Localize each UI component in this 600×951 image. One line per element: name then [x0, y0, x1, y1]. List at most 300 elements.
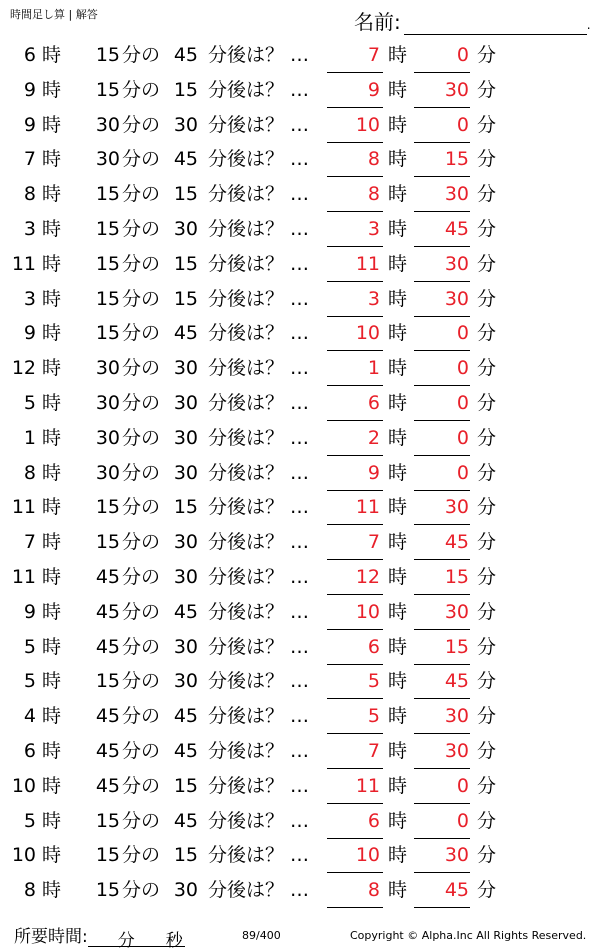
minutes-after-label: 分後は？ … — [208, 217, 310, 240]
answer-minute: 0 — [456, 357, 469, 380]
worksheet-title: 時間足し算 | 解答 — [10, 8, 98, 21]
minutes-after-label: 分後は？ … — [208, 565, 310, 588]
answer-hour-label: 時 — [388, 252, 408, 275]
added-minutes: 45 — [173, 148, 198, 171]
minutes-after-label: 分後は？ … — [208, 183, 310, 206]
added-minutes: 30 — [173, 670, 198, 693]
answer-minute: 0 — [456, 426, 469, 449]
second-unit: 秒 — [165, 931, 183, 951]
hour-label: 時 — [42, 531, 62, 554]
added-minutes: 15 — [173, 844, 198, 867]
start-hour: 4 — [23, 705, 36, 728]
added-minutes: 30 — [173, 426, 198, 449]
start-hour: 8 — [23, 879, 36, 902]
problem-row — [0, 75, 600, 110]
answer-hour-blank — [327, 907, 383, 908]
minute-of-label: 分の — [122, 426, 161, 449]
minutes-after-label: 分後は？ … — [208, 635, 310, 658]
hour-label: 時 — [42, 635, 62, 658]
answer-hour-blank — [327, 872, 383, 873]
start-minute: 30 — [95, 113, 120, 136]
start-hour: 9 — [23, 322, 36, 345]
answer-hour-blank — [327, 838, 383, 839]
answer-hour-label: 時 — [388, 322, 408, 345]
answer-minute-label: 分 — [477, 217, 497, 240]
answer-hour-label: 時 — [388, 600, 408, 623]
answer-minute-label: 分 — [477, 844, 497, 867]
start-minute: 15 — [95, 217, 120, 240]
answer-minute-blank — [414, 107, 470, 108]
hour-label: 時 — [42, 496, 62, 519]
answer-hour: 10 — [355, 844, 380, 867]
answer-minute: 45 — [444, 670, 469, 693]
start-hour: 1 — [23, 426, 36, 449]
hour-label: 時 — [42, 565, 62, 588]
answer-hour-label: 時 — [388, 496, 408, 519]
answer-hour: 11 — [355, 496, 380, 519]
name-blank-line — [404, 14, 587, 35]
problem-row — [0, 840, 600, 875]
start-hour: 7 — [23, 531, 36, 554]
answer-minute-blank — [414, 733, 470, 734]
minutes-after-label: 分後は？ … — [208, 44, 310, 66]
start-minute: 15 — [95, 183, 120, 206]
answer-minute-label: 分 — [477, 774, 497, 797]
answer-hour-label: 時 — [388, 809, 408, 832]
answer-minute-blank — [414, 907, 470, 908]
answer-minute-label: 分 — [477, 879, 497, 902]
minutes-after-label: 分後は？ … — [208, 844, 310, 867]
page-number: 89/400 — [242, 929, 281, 942]
answer-hour-blank — [327, 733, 383, 734]
answer-hour: 6 — [367, 391, 380, 414]
minute-of-label: 分の — [122, 148, 161, 171]
answer-minute: 30 — [444, 287, 469, 310]
minutes-after-label: 分後は？ … — [208, 879, 310, 902]
answer-minute-label: 分 — [477, 183, 497, 206]
start-minute: 30 — [95, 461, 120, 484]
hour-label: 時 — [42, 809, 62, 832]
added-minutes: 45 — [173, 809, 198, 832]
answer-minute-blank — [414, 72, 470, 73]
start-hour: 10 — [11, 774, 36, 797]
added-minutes: 45 — [173, 739, 198, 762]
answer-minute: 0 — [456, 809, 469, 832]
start-minute: 30 — [95, 357, 120, 380]
start-hour: 5 — [23, 809, 36, 832]
start-minute: 45 — [95, 635, 120, 658]
minute-of-label: 分の — [122, 844, 161, 867]
minute-of-label: 分の — [122, 252, 161, 275]
answer-hour-blank — [327, 803, 383, 804]
minute-of-label: 分の — [122, 217, 161, 240]
problem-row — [0, 806, 600, 841]
minute-of-label: 分の — [122, 322, 161, 345]
start-hour: 5 — [23, 670, 36, 693]
elapsed-time-field — [14, 922, 185, 951]
start-minute: 15 — [95, 879, 120, 902]
start-hour: 8 — [23, 183, 36, 206]
minutes-after-label: 分後は？ … — [208, 426, 310, 449]
answer-hour: 10 — [355, 600, 380, 623]
answer-hour-blank — [327, 420, 383, 421]
minute-unit: 分 — [117, 931, 135, 951]
answer-minute-label: 分 — [477, 635, 497, 658]
answer-hour-label: 時 — [388, 44, 408, 66]
hour-label: 時 — [42, 774, 62, 797]
answer-hour-blank — [327, 455, 383, 456]
start-hour: 11 — [11, 252, 36, 275]
answer-hour-label: 時 — [388, 461, 408, 484]
minute-of-label: 分の — [122, 461, 161, 484]
start-minute: 15 — [95, 287, 120, 310]
minutes-after-label: 分後は？ … — [208, 357, 310, 380]
answer-minute-blank — [414, 490, 470, 491]
start-minute: 15 — [95, 496, 120, 519]
answer-minute-blank — [414, 350, 470, 351]
name-label: 名前: — [354, 10, 401, 34]
answer-hour-blank — [327, 107, 383, 108]
answer-hour: 8 — [367, 183, 380, 206]
minute-of-label: 分の — [122, 391, 161, 414]
hour-label: 時 — [42, 113, 62, 136]
answer-minute-label: 分 — [477, 78, 497, 101]
answer-hour-label: 時 — [388, 670, 408, 693]
problem-row — [0, 284, 600, 319]
answer-minute-label: 分 — [477, 565, 497, 588]
start-minute: 45 — [95, 774, 120, 797]
added-minutes: 15 — [173, 78, 198, 101]
hour-label: 時 — [42, 739, 62, 762]
minutes-after-label: 分後は？ … — [208, 78, 310, 101]
answer-hour: 6 — [367, 635, 380, 658]
answer-minute-blank — [414, 664, 470, 665]
problem-row — [0, 562, 600, 597]
answer-hour-blank — [327, 524, 383, 525]
answer-hour-blank — [327, 698, 383, 699]
hour-label: 時 — [42, 252, 62, 275]
answer-minute: 15 — [444, 635, 469, 658]
start-hour: 9 — [23, 600, 36, 623]
minute-of-label: 分の — [122, 78, 161, 101]
minutes-after-label: 分後は？ … — [208, 148, 310, 171]
hour-label: 時 — [42, 426, 62, 449]
answer-hour-blank — [327, 176, 383, 177]
hour-label: 時 — [42, 44, 62, 66]
answer-hour-label: 時 — [388, 774, 408, 797]
minute-of-label: 分の — [122, 113, 161, 136]
answer-minute-blank — [414, 524, 470, 525]
added-minutes: 30 — [173, 113, 198, 136]
problem-row — [0, 492, 600, 527]
minutes-after-label: 分後は？ … — [208, 391, 310, 414]
answer-hour: 7 — [367, 44, 380, 66]
minutes-after-label: 分後は？ … — [208, 531, 310, 554]
answer-hour: 2 — [367, 426, 380, 449]
answer-minute-label: 分 — [477, 252, 497, 275]
answer-hour-blank — [327, 559, 383, 560]
minutes-after-label: 分後は？ … — [208, 496, 310, 519]
added-minutes: 15 — [173, 183, 198, 206]
problem-row — [0, 40, 600, 75]
answer-minute: 0 — [456, 461, 469, 484]
answer-minute-label: 分 — [477, 809, 497, 832]
hour-label: 時 — [42, 461, 62, 484]
name-end-mark: . — [586, 18, 591, 32]
hour-label: 時 — [42, 148, 62, 171]
start-minute: 15 — [95, 322, 120, 345]
start-minute: 45 — [95, 739, 120, 762]
hour-label: 時 — [42, 322, 62, 345]
answer-minute-blank — [414, 176, 470, 177]
problem-row — [0, 597, 600, 632]
answer-minute: 15 — [444, 565, 469, 588]
answer-minute-label: 分 — [477, 705, 497, 728]
minute-of-label: 分の — [122, 357, 161, 380]
added-minutes: 30 — [173, 461, 198, 484]
answer-minute-blank — [414, 281, 470, 282]
answer-hour-label: 時 — [388, 565, 408, 588]
answer-hour-label: 時 — [388, 287, 408, 310]
start-minute: 15 — [95, 78, 120, 101]
answer-minute: 0 — [456, 322, 469, 345]
start-hour: 6 — [23, 739, 36, 762]
answer-minute: 45 — [444, 531, 469, 554]
answer-hour: 8 — [367, 879, 380, 902]
added-minutes: 30 — [173, 357, 198, 380]
answer-hour-label: 時 — [388, 879, 408, 902]
answer-minute-blank — [414, 872, 470, 873]
minute-of-label: 分の — [122, 600, 161, 623]
answer-hour-blank — [327, 594, 383, 595]
hour-label: 時 — [42, 357, 62, 380]
answer-minute: 30 — [444, 844, 469, 867]
answer-minute-label: 分 — [477, 531, 497, 554]
answer-hour-blank — [327, 768, 383, 769]
answer-minute-blank — [414, 316, 470, 317]
answer-minute-label: 分 — [477, 461, 497, 484]
answer-hour-label: 時 — [388, 113, 408, 136]
answer-hour-blank — [327, 316, 383, 317]
start-hour: 6 — [23, 44, 36, 66]
problem-row — [0, 388, 600, 423]
answer-hour: 7 — [367, 531, 380, 554]
answer-minute: 0 — [456, 113, 469, 136]
start-minute: 45 — [95, 705, 120, 728]
answer-minute: 30 — [444, 183, 469, 206]
start-minute: 15 — [95, 844, 120, 867]
answer-minute: 0 — [456, 774, 469, 797]
minute-of-label: 分の — [122, 531, 161, 554]
answer-minute-blank — [414, 211, 470, 212]
start-hour: 8 — [23, 461, 36, 484]
start-hour: 12 — [11, 357, 36, 380]
minute-of-label: 分の — [122, 879, 161, 902]
answer-hour-label: 時 — [388, 357, 408, 380]
start-minute: 30 — [95, 426, 120, 449]
added-minutes: 15 — [173, 774, 198, 797]
minutes-after-label: 分後は？ … — [208, 600, 310, 623]
added-minutes: 15 — [173, 287, 198, 310]
answer-hour-blank — [327, 72, 383, 73]
problem-row — [0, 527, 600, 562]
answer-minute: 45 — [444, 217, 469, 240]
answer-minute: 30 — [444, 252, 469, 275]
answer-hour-blank — [327, 664, 383, 665]
added-minutes: 15 — [173, 496, 198, 519]
answer-hour: 5 — [367, 670, 380, 693]
answer-minute: 45 — [444, 879, 469, 902]
start-hour: 3 — [23, 217, 36, 240]
added-minutes: 30 — [173, 531, 198, 554]
minute-of-label: 分の — [122, 739, 161, 762]
added-minutes: 45 — [173, 600, 198, 623]
answer-minute: 0 — [456, 391, 469, 414]
problem-row — [0, 249, 600, 284]
problem-row — [0, 423, 600, 458]
start-hour: 3 — [23, 287, 36, 310]
start-minute: 15 — [95, 531, 120, 554]
minute-of-label: 分の — [122, 774, 161, 797]
elapsed-time-blank — [88, 926, 185, 951]
answer-minute-blank — [414, 768, 470, 769]
answer-minute-blank — [414, 559, 470, 560]
problem-row — [0, 110, 600, 145]
answer-minute-label: 分 — [477, 739, 497, 762]
answer-hour: 7 — [367, 739, 380, 762]
start-hour: 11 — [11, 496, 36, 519]
answer-hour-blank — [327, 385, 383, 386]
problem-row — [0, 771, 600, 806]
problem-row — [0, 736, 600, 771]
answer-hour-label: 時 — [388, 844, 408, 867]
answer-minute-blank — [414, 455, 470, 456]
hour-label: 時 — [42, 600, 62, 623]
start-hour: 10 — [11, 844, 36, 867]
answer-hour: 8 — [367, 148, 380, 171]
added-minutes: 30 — [173, 391, 198, 414]
answer-minute-blank — [414, 385, 470, 386]
answer-minute: 30 — [444, 705, 469, 728]
answer-minute: 0 — [456, 44, 469, 66]
answer-hour: 3 — [367, 287, 380, 310]
minutes-after-label: 分後は？ … — [208, 774, 310, 797]
start-minute: 30 — [95, 391, 120, 414]
answer-hour-blank — [327, 246, 383, 247]
answer-hour-label: 時 — [388, 705, 408, 728]
start-minute: 45 — [95, 565, 120, 588]
start-hour: 9 — [23, 113, 36, 136]
answer-minute-blank — [414, 803, 470, 804]
answer-hour-label: 時 — [388, 391, 408, 414]
answer-hour-blank — [327, 350, 383, 351]
start-hour: 7 — [23, 148, 36, 171]
minute-of-label: 分の — [122, 287, 161, 310]
answer-minute-label: 分 — [477, 287, 497, 310]
added-minutes: 30 — [173, 217, 198, 240]
answer-hour-label: 時 — [388, 739, 408, 762]
minutes-after-label: 分後は？ … — [208, 809, 310, 832]
hour-label: 時 — [42, 183, 62, 206]
answer-hour: 9 — [367, 461, 380, 484]
hour-label: 時 — [42, 287, 62, 310]
problem-row — [0, 632, 600, 667]
answer-hour: 5 — [367, 705, 380, 728]
elapsed-time-label: 所要時間: — [14, 927, 88, 947]
start-hour: 5 — [23, 635, 36, 658]
answer-minute-label: 分 — [477, 496, 497, 519]
problem-row — [0, 179, 600, 214]
copyright-notice: Copyright © Alpha.Inc All Rights Reserved. — [350, 929, 587, 942]
minutes-after-label: 分後は？ … — [208, 252, 310, 275]
answer-minute-label: 分 — [477, 44, 497, 66]
problem-row — [0, 701, 600, 736]
answer-hour-label: 時 — [388, 183, 408, 206]
answer-hour: 10 — [355, 113, 380, 136]
answer-minute-blank — [414, 629, 470, 630]
minutes-after-label: 分後は？ … — [208, 322, 310, 345]
answer-hour: 9 — [367, 78, 380, 101]
answer-minute-label: 分 — [477, 357, 497, 380]
hour-label: 時 — [42, 705, 62, 728]
start-minute: 15 — [95, 809, 120, 832]
answer-minute-blank — [414, 142, 470, 143]
answer-minute-blank — [414, 246, 470, 247]
minutes-after-label: 分後は？ … — [208, 113, 310, 136]
answer-hour: 12 — [355, 565, 380, 588]
minute-of-label: 分の — [122, 635, 161, 658]
minute-of-label: 分の — [122, 565, 161, 588]
answer-minute: 30 — [444, 739, 469, 762]
added-minutes: 30 — [173, 565, 198, 588]
minute-of-label: 分の — [122, 670, 161, 693]
problem-row — [0, 666, 600, 701]
answer-hour: 1 — [367, 357, 380, 380]
answer-hour-label: 時 — [388, 78, 408, 101]
start-hour: 11 — [11, 565, 36, 588]
start-minute: 45 — [95, 600, 120, 623]
answer-minute: 30 — [444, 78, 469, 101]
minutes-after-label: 分後は？ … — [208, 705, 310, 728]
answer-hour-label: 時 — [388, 148, 408, 171]
answer-hour: 10 — [355, 322, 380, 345]
minutes-after-label: 分後は？ … — [208, 287, 310, 310]
problem-row — [0, 875, 600, 910]
answer-hour: 3 — [367, 217, 380, 240]
minute-of-label: 分の — [122, 183, 161, 206]
added-minutes: 15 — [173, 252, 198, 275]
minute-of-label: 分の — [122, 496, 161, 519]
name-field — [354, 6, 591, 35]
answer-minute-blank — [414, 594, 470, 595]
answer-hour: 6 — [367, 809, 380, 832]
start-hour: 5 — [23, 391, 36, 414]
answer-minute-blank — [414, 838, 470, 839]
problem-row — [0, 353, 600, 388]
hour-label: 時 — [42, 391, 62, 414]
answer-minute-blank — [414, 698, 470, 699]
minute-of-label: 分の — [122, 44, 161, 66]
hour-label: 時 — [42, 844, 62, 867]
hour-label: 時 — [42, 78, 62, 101]
hour-label: 時 — [42, 670, 62, 693]
added-minutes: 45 — [173, 322, 198, 345]
minutes-after-label: 分後は？ … — [208, 739, 310, 762]
minute-of-label: 分の — [122, 705, 161, 728]
minute-of-label: 分の — [122, 809, 161, 832]
minutes-after-label: 分後は？ … — [208, 670, 310, 693]
start-hour: 9 — [23, 78, 36, 101]
